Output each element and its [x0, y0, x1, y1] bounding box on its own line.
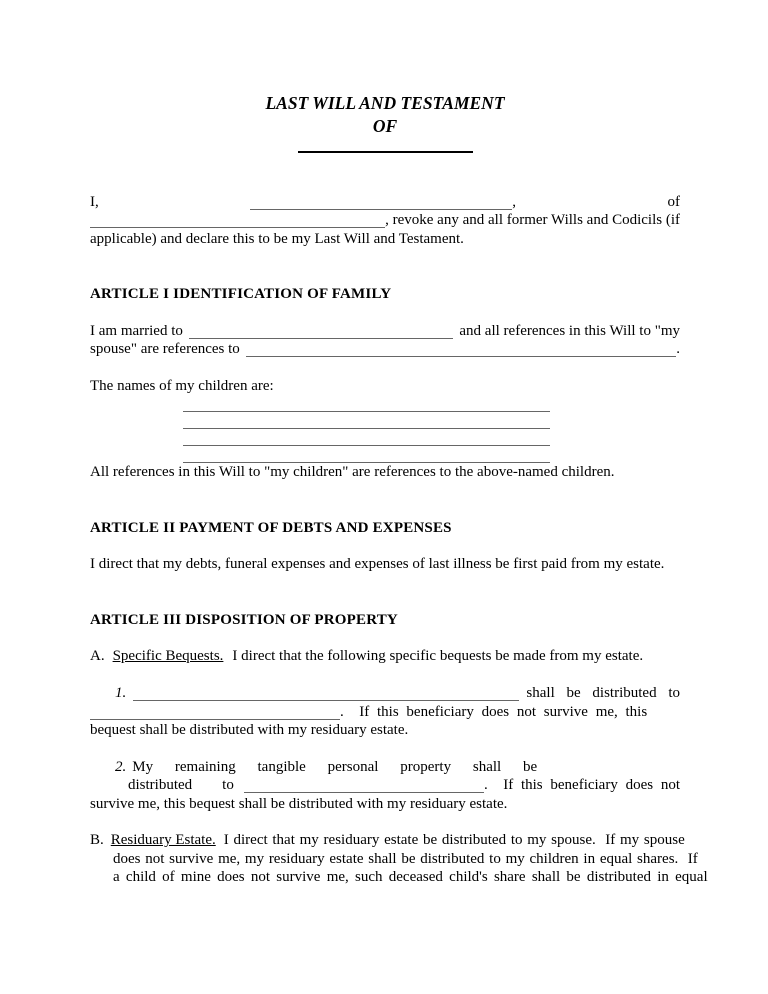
item-2-word: tangible	[257, 758, 306, 775]
item-1-line-2-text: . If this beneficiary does not survive me, this	[340, 703, 648, 720]
item-1-line-2	[90, 703, 680, 721]
item-1-line-3-text: bequest shall be distributed with my residuary estate.	[90, 722, 409, 739]
children-note-text: All references in this Will to "my children" are references to the above-named children.	[90, 464, 615, 481]
child-name-blank-2	[183, 412, 550, 429]
children-note-line	[90, 463, 680, 481]
article-1-heading	[90, 285, 680, 303]
item-1-number: 1.	[115, 685, 127, 702]
marriage-paragraph	[90, 322, 680, 359]
opening-paragraph	[90, 193, 680, 248]
article-2-heading	[90, 519, 680, 537]
opening-line-3-text: applicable) and declare this to be my Last Will and Testament.	[90, 230, 464, 247]
section-b-line-1-text: I direct that my residuary estate be distributed to my spouse. If my spouse	[223, 832, 685, 849]
child-name-row	[90, 446, 680, 463]
opening-i: I,	[90, 194, 99, 210]
article-1-heading-text: ARTICLE I IDENTIFICATION OF FAMILY	[90, 286, 392, 303]
section-a-line	[90, 647, 680, 665]
article-2-body-text: I direct that my debts, funeral expenses and expenses of last illness be first paid from my estate.	[90, 556, 665, 573]
item-2-line-1	[90, 758, 680, 776]
document-title: LAST WILL AND TESTAMENT	[265, 93, 505, 113]
spouse-name-blank-2	[246, 340, 676, 357]
child-name-row	[90, 395, 680, 412]
opening-line-3	[90, 230, 680, 248]
testator-name-blank	[298, 151, 473, 153]
opening-line-2-text: , revoke any and all former Wills and Codicils (if	[385, 212, 680, 229]
opening-line-1	[90, 193, 680, 211]
specific-bequest-item-1	[90, 684, 680, 739]
married-line-1	[90, 322, 680, 340]
opening-line-2	[90, 211, 680, 229]
item-2-line-2	[90, 776, 680, 794]
item-1-line-1	[90, 684, 680, 702]
section-a-label: A.	[90, 647, 105, 664]
item-2-distributed-text: distributed	[128, 777, 193, 794]
property-beneficiary-blank	[244, 776, 484, 793]
item-2-word: My	[132, 758, 154, 775]
opening-name-group	[250, 193, 516, 211]
child-name-blank-3	[183, 429, 550, 446]
document-title-of: OF	[372, 116, 398, 136]
residuary-estate-section	[90, 831, 708, 886]
child-name-blank-4	[183, 446, 550, 463]
article-3-heading	[90, 611, 680, 629]
children-intro-text: The names of my children are:	[90, 377, 274, 394]
full-name-blank	[250, 193, 512, 210]
bequest-description-blank	[133, 684, 519, 701]
opening-of: of	[667, 194, 680, 210]
section-b-line-1	[90, 831, 685, 849]
section-b-line-3-text: a child of mine does not survive me, such deceased child's share shall be distributed in equal	[113, 869, 708, 886]
article-2-body-line	[90, 555, 680, 573]
item-1-after-blank-text: shall be distributed to	[526, 685, 680, 702]
married-end-text: and all references in this Will to "my	[459, 322, 680, 339]
section-a-title: Specific Bequests.	[112, 647, 224, 664]
spouse-name-blank-1	[189, 322, 454, 339]
item-2-word: shall	[472, 758, 502, 775]
item-2-line-2-text: . If this beneficiary does not	[483, 777, 680, 794]
item-2-line-3	[90, 795, 680, 813]
child-name-blank-1	[183, 395, 550, 412]
children-intro-line	[90, 377, 680, 395]
item-2-number: 2.	[115, 758, 127, 775]
item-2-to-text: to	[222, 777, 234, 794]
section-b-line-2	[90, 850, 698, 868]
item-1-line-3	[90, 721, 680, 739]
specific-bequest-item-2	[90, 758, 680, 813]
spouse-start-text: spouse" are references to	[90, 341, 240, 358]
section-b-line-2-text: does not survive me, my residuary estate shall be distributed to my children in equal shares. If	[113, 850, 698, 867]
article-3-heading-text: ARTICLE III DISPOSITION OF PROPERTY	[90, 611, 398, 628]
section-b-line-3	[90, 868, 708, 886]
spouse-period: .	[676, 341, 680, 358]
item-2-line-3-text: survive me, this bequest shall be distributed with my residuary estate.	[90, 795, 508, 812]
beneficiary-name-blank	[90, 703, 340, 720]
child-name-row	[90, 429, 680, 446]
child-name-row	[90, 412, 680, 429]
children-blank-list	[90, 395, 680, 463]
married-line-2	[90, 340, 680, 358]
section-b-title: Residuary Estate.	[110, 832, 216, 849]
item-2-word: property	[400, 758, 452, 775]
section-a-intro-text: I direct that the following specific bequests be made from my estate.	[232, 647, 644, 664]
address-blank	[90, 211, 385, 228]
item-2-justified-words	[132, 758, 537, 776]
married-start-text: I am married to	[90, 322, 183, 339]
article-2-heading-text: ARTICLE II PAYMENT OF DEBTS AND EXPENSES	[90, 519, 452, 536]
item-2-word: be	[523, 758, 538, 775]
opening-comma: ,	[512, 194, 516, 210]
section-b-label: B.	[90, 832, 104, 849]
item-2-word: remaining	[174, 758, 236, 775]
item-2-word: personal	[327, 758, 379, 775]
